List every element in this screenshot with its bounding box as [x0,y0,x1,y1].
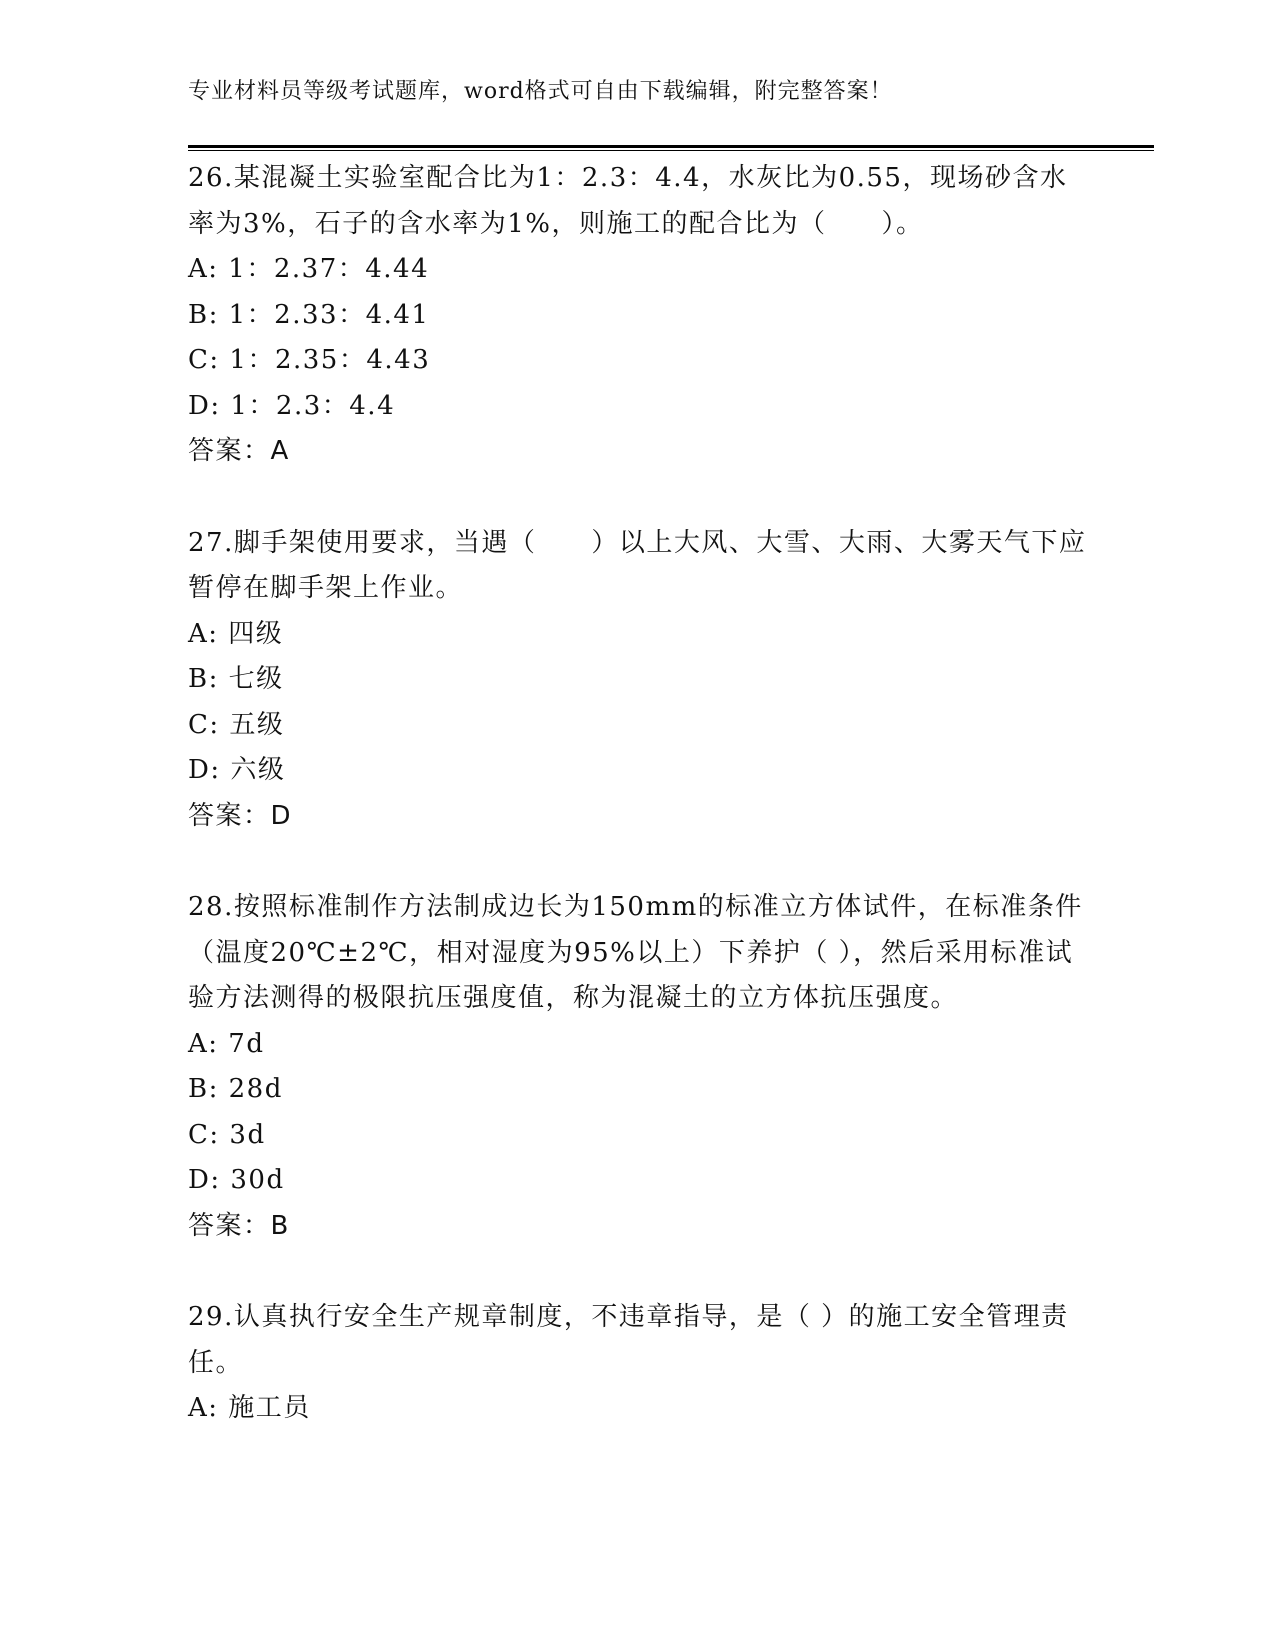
question-list [188,156,1088,1478]
option-d: D: 六级 [188,755,286,785]
question-26 [188,156,1088,475]
question-text: 28.按照标准制作方法制成边长为150mm的标准立方体试件，在标准条件（温度20℃±2℃，相对湿度为95%以上）下养护（ ），然后采用标准试验方法测得的极限抗压强度值，称为混凝土的立方体抗压强度。 [188,892,1083,1013]
answer: 答案：B [188,1210,290,1241]
question-text: 29.认真执行安全生产规章制度，不违章指导，是（ ）的施工安全管理责任。 [188,1302,1069,1378]
header-rule [188,145,1154,148]
option-b: B: 28d [188,1074,283,1104]
option-a: A: 1：2.37：4.44 [188,254,430,284]
option-d: D: 1：2.3：4.4 [188,390,396,421]
option-c: C: 1：2.35：4.43 [188,345,431,375]
option-a: A: 7d [188,1028,265,1059]
option-a: A: 施工员 [188,1393,311,1423]
page-header: 专业材料员等级考试题库，word格式可自由下载编辑，附完整答案！ [188,79,893,104]
question-29 [188,1295,1088,1432]
option-a: A: 四级 [188,618,284,649]
option-b: B: 1：2.33：4.41 [188,299,430,330]
option-d: D: 30d [188,1165,285,1195]
option-b: B: 七级 [188,664,284,694]
question-27 [188,521,1088,840]
question-text: 26.某混凝土实验室配合比为1：2.3：4.4，水灰比为0.55，现场砂含水率为3%，石子的含水率为1%，则施工的配合比为（ ）。 [188,163,1068,239]
answer: 答案：A [188,436,290,466]
option-c: C: 五级 [188,709,285,740]
question-28 [188,885,1088,1249]
answer: 答案：D [188,800,293,831]
header-rule-thin [188,150,1154,151]
option-c: C: 3d [188,1119,266,1150]
question-text: 27.脚手架使用要求，当遇（ ）以上大风、大雪、大雨、大雾天气下应暂停在脚手架上作业。 [188,527,1087,603]
